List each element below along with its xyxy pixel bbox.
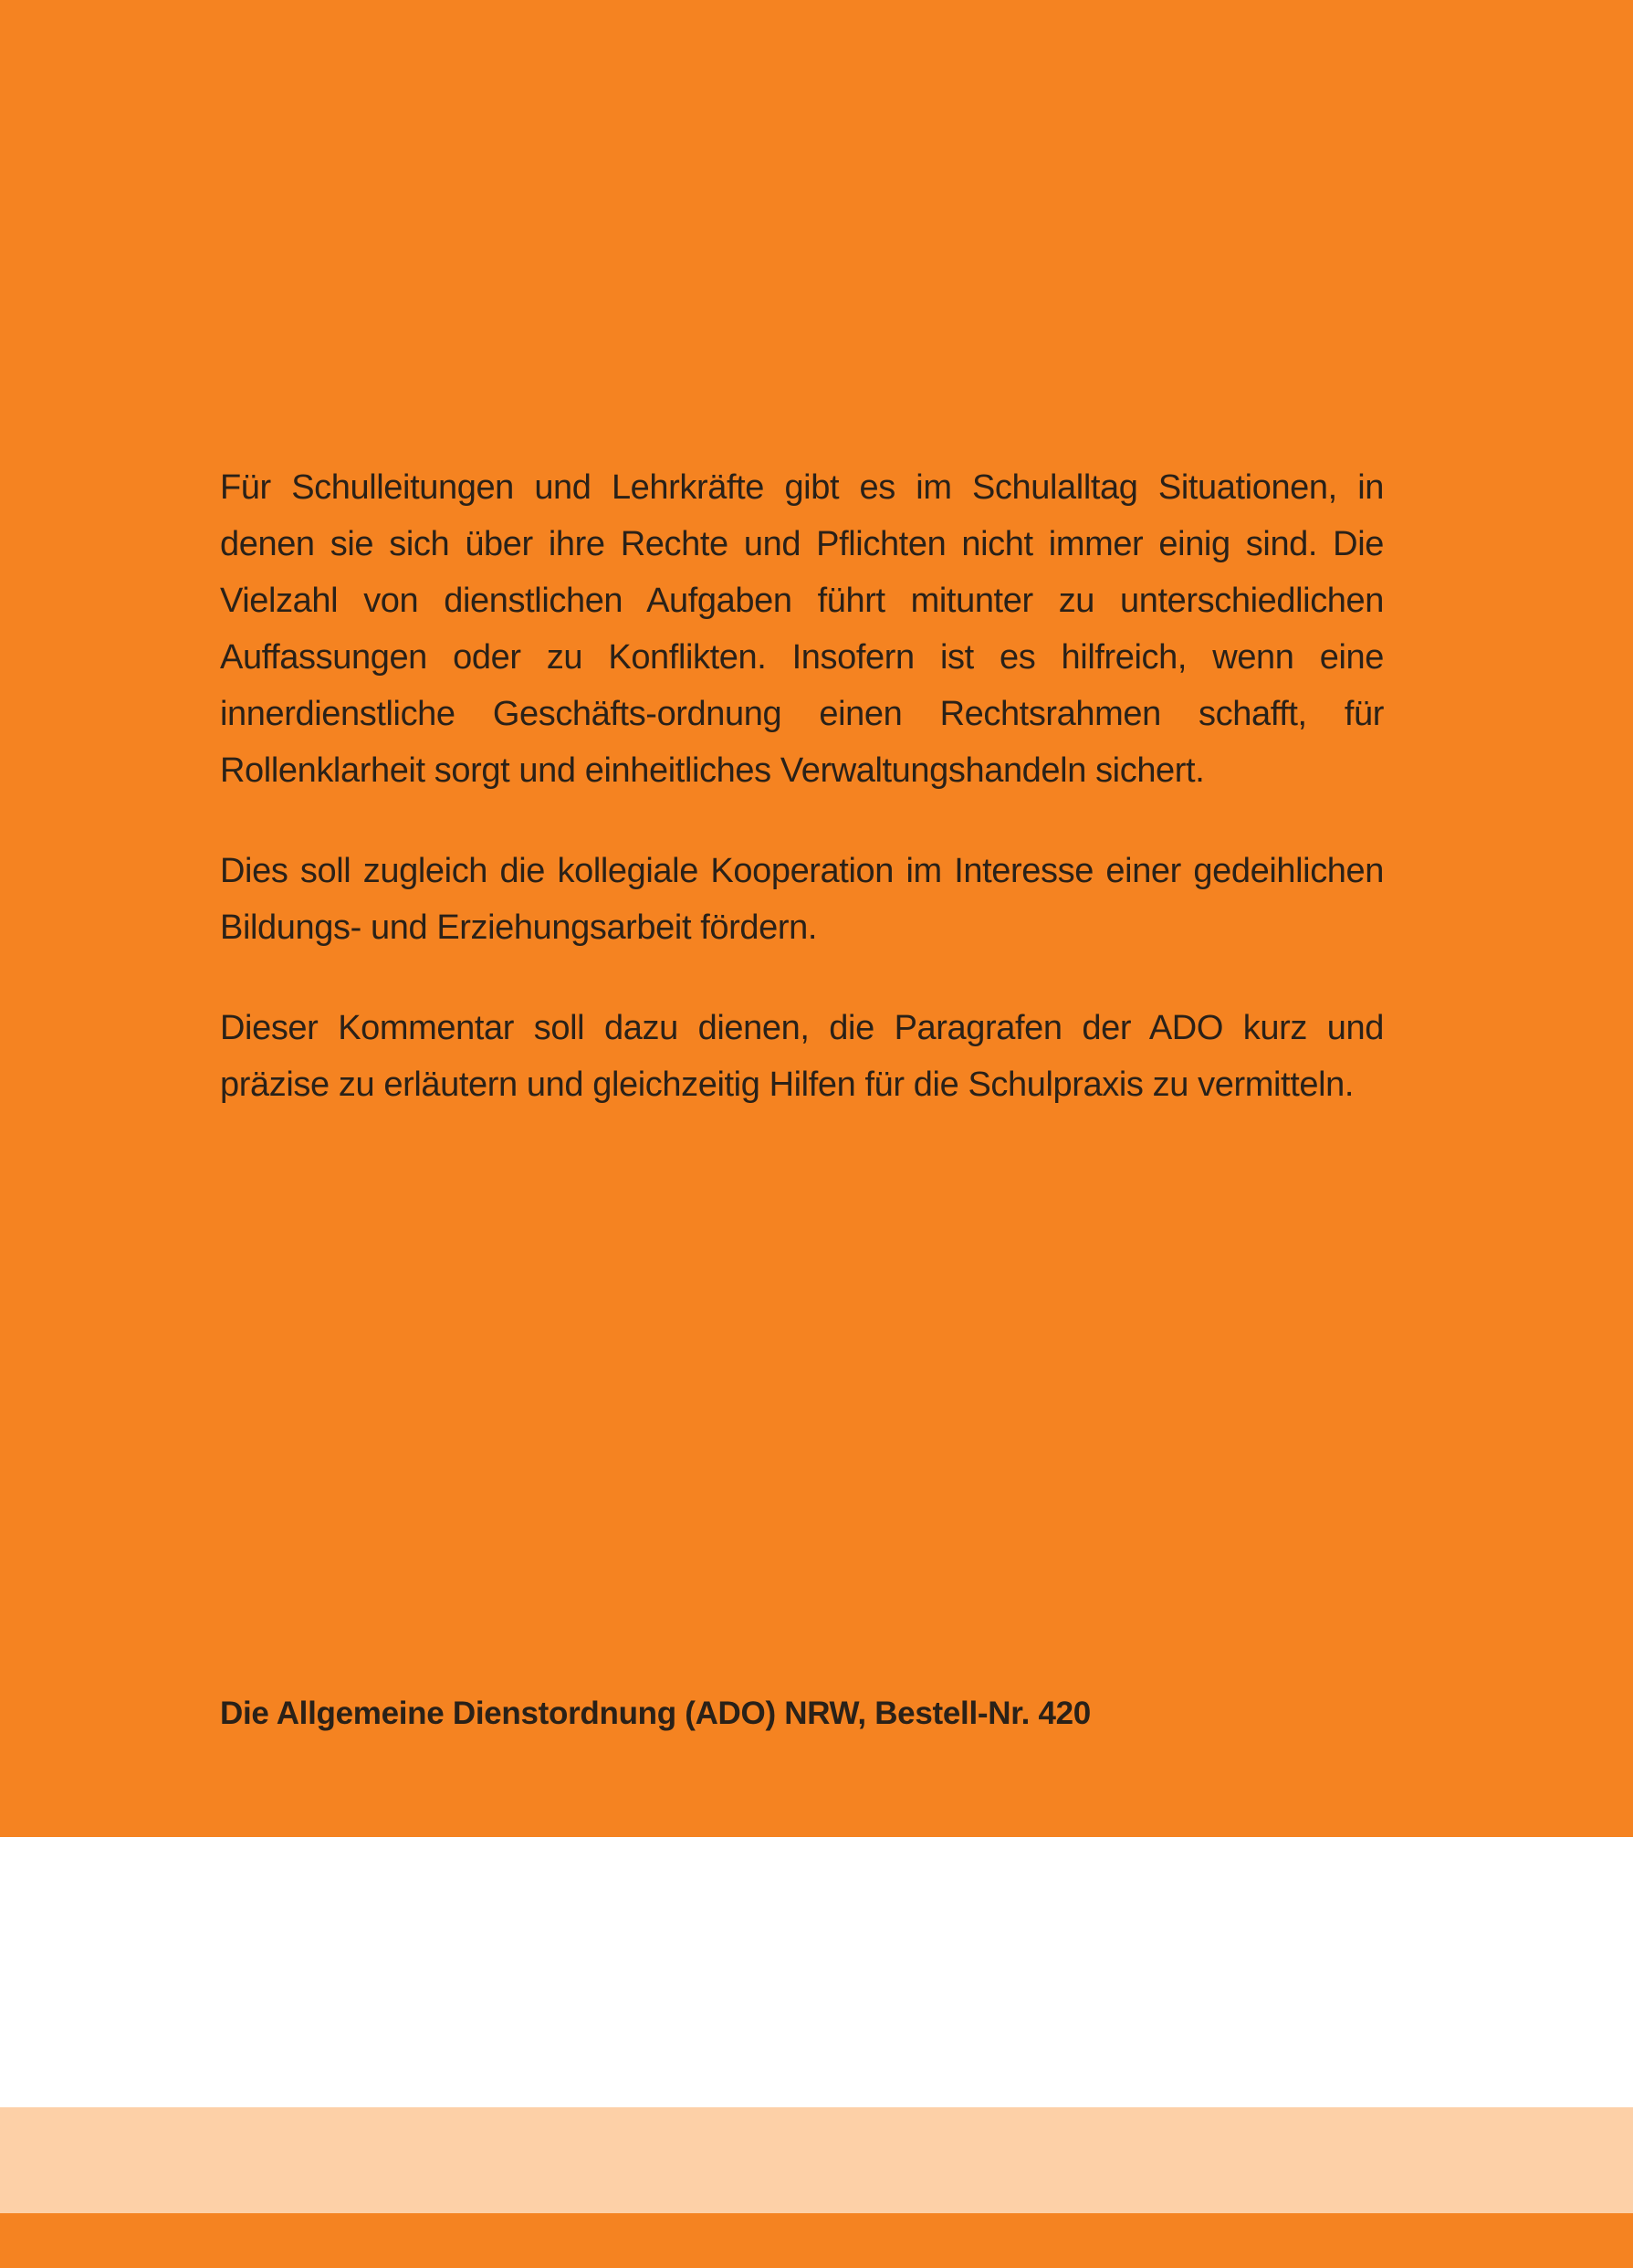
paragraph-cooperation: Dies soll zugleich die kollegiale Kooperation im Interesse einer gedeihlichen Bildungs- und Erziehungsarbeit fördern. bbox=[220, 852, 1384, 947]
paragraph-purpose: Dieser Kommentar soll dazu dienen, die Paragrafen der ADO kurz und präzise zu erläutern und gleichzeitig Hilfen für die Schulpraxis zu vermitteln. bbox=[220, 1009, 1384, 1104]
paragraph-intro: Für Schulleitungen und Lehrkräfte gibt es im Schulalltag Situationen, in denen sie sich über ihre Rechte und Pflichten nicht immer einig sind. Die Vielzahl von dienstlichen Aufgaben führt mitunter zu unterschiedlichen Auffassungen oder zu Konflikten. Insofern ist es hilfreich, wenn eine innerdienstliche Geschäfts-ordnung einen Rechtsrahmen schafft, für Rollenklarheit sorgt und einheitliches Verwaltungshandeln sichert. bbox=[220, 468, 1384, 790]
white-band bbox=[0, 1837, 1633, 2107]
light-orange-band bbox=[0, 2107, 1633, 2213]
orange-background-bottom bbox=[0, 2213, 1633, 2268]
description-text bbox=[220, 459, 1384, 1157]
publication-title: Die Allgemeine Dienstordnung (ADO) NRW, Bestell-Nr. 420 bbox=[220, 1696, 1091, 1731]
